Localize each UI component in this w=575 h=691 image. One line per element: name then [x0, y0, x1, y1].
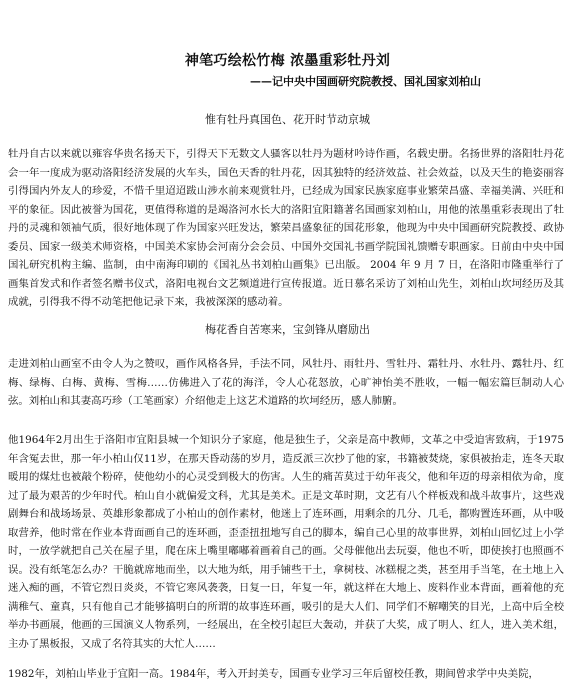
paragraph-childhood: 他1964年2月出生于洛阳市宜阳县城一个知识分子家庭，他是独生子，父亲是高中教师，文革之中受迫害致病，于1975年含冤去世，那一年小柏山仅11岁，在那天昏动荡的岁月，造反派三次抄了他的家，书籍被焚烧，家俱被抬走，连冬天取暖用的煤灶也被敲个粉碎，使他幼小的心灵受到极大的伤害。人生的痛苦莫过于幼年丧父，他和年迈的母亲相依为命，度过了最为艰苦的少年时代。柏山自小就偏爱文科，尤其是美术。正是文革时期，文艺有八个样板戏和战斗故事片，这些戏剧舞台和战场场景、英雄形象都成了小柏山的创作素材，他迷上了连环画，用剩余的几分、几毛，都购置连环画，从中吸取营养，他时常在作业本背面画自己的连环画，歪歪扭扭地写自己的脚本，编自己心里的故事世界，刘柏山回忆过上小学时，一放学就把自己关在屋子里，爬在床上嘴里嘟嘟着画着自己的画。父母催他出去玩耍，他也不听，即使挨打也照画不误。没有纸笔怎么办？干脆就席地而坐，以大地为纸，用手铺些干土，拿树枝、冰糕棍之类，甚至用手当笔，在土地上入迷入痴的画，不管它烈日炎炎，不管它寒风袭袭，日复一日，年复一年，就这样在大地上、废料作业本背面，画着他的充满稚气、童真，只有他自己才能够搞明白的所谓的故事连环画，吸引的是大人们、同学们不解嘲笑的目光，上高中后全校举办书画展，他画的三国演义人物系列，一经展出，在全校引起巨大轰动，并获了大奖，成了明人、红人，进入美术组，主办了黑板报，又成了名符其实的大忙人…… — [8, 434, 564, 650]
section-heading-peony: 惟有牡丹真国色、花开时节动京城 — [205, 113, 370, 126]
article-subtitle: ——记中央中国画研究院教授、国礼国家刘柏山 — [250, 75, 481, 88]
paragraph-intro: 牡丹自古以来就以雍容华贵名扬天下，引得天下无数文人骚客以牡丹为题材吟诗作画，名载史册。名扬世界的洛阳牡丹花会一年一度成为驱动洛阳经济发展的火车头，国色天香的牡丹花，因其独特的经济效益、社会效益，以及天生的艳姿丽容引得国内外友人的珍爱，不惜千里迢迢跋山涉水前来观赏牡丹，已经成为国家民族家庭事业繁荣昌盛、幸福美满、兴旺和平的象征。因此被誉为国花，更值得称道的是竭洛河水长大的洛阳宜阳籍著名国画家刘柏山，用他的浓墨重彩表现出了牡丹的灵魂和领袖气质，很好地体现了作为国家兴旺发达，繁荣昌盛象征的国花形象，他现为中央中国画研究院教授、政协委员、国家一级美术师资格，中国美术家协会河南分会会员、中国外交国礼书画学院国礼馈赠专职画家。日前由中央中国国礼研究机构主编、监制，由中南海印刷的《国礼丛书刘柏山画集》已出版。 2004 年 9 月 7 日，在洛阳市隆重举行了画集首发式和作者签名赠书仪式，洛阳电视台文艺频道进行宣传报道。近日慕名采访了刘柏山先生，刘柏山坎坷经历及其成就，引得我不得不动笔把他记录下来，我被深深的感动着。 — [8, 148, 564, 308]
article-title: 神笔巧绘松竹梅 浓墨重彩牡丹刘 — [184, 53, 391, 69]
section-heading-plum: 梅花香自苦寒来，宝剑锋从磨励出 — [205, 323, 370, 336]
paragraph-studio: 走进刘柏山画室不由令人为之赞叹，画作风格各异，手法不同，风牡丹、雨牡丹、雪牡丹、霜牡丹、水牡丹、露牡丹、红梅、绿梅、白梅、黄梅、雪梅……仿佛进入了花的海洋，令人心花怒放，心旷神怡美不胜收，一幅一幅宏篇巨制动人心弦。刘柏山和其妻高巧珍（工笔画家）介绍他走上这艺术道路的坎坷经历，感人肺腑。 — [8, 358, 564, 407]
paragraph-education: 1982年，刘柏山毕业于宜阳一高。1984年，考入开封美专，国画专业学习三年后留校任教，期间曾求学中央美院， — [8, 668, 539, 680]
